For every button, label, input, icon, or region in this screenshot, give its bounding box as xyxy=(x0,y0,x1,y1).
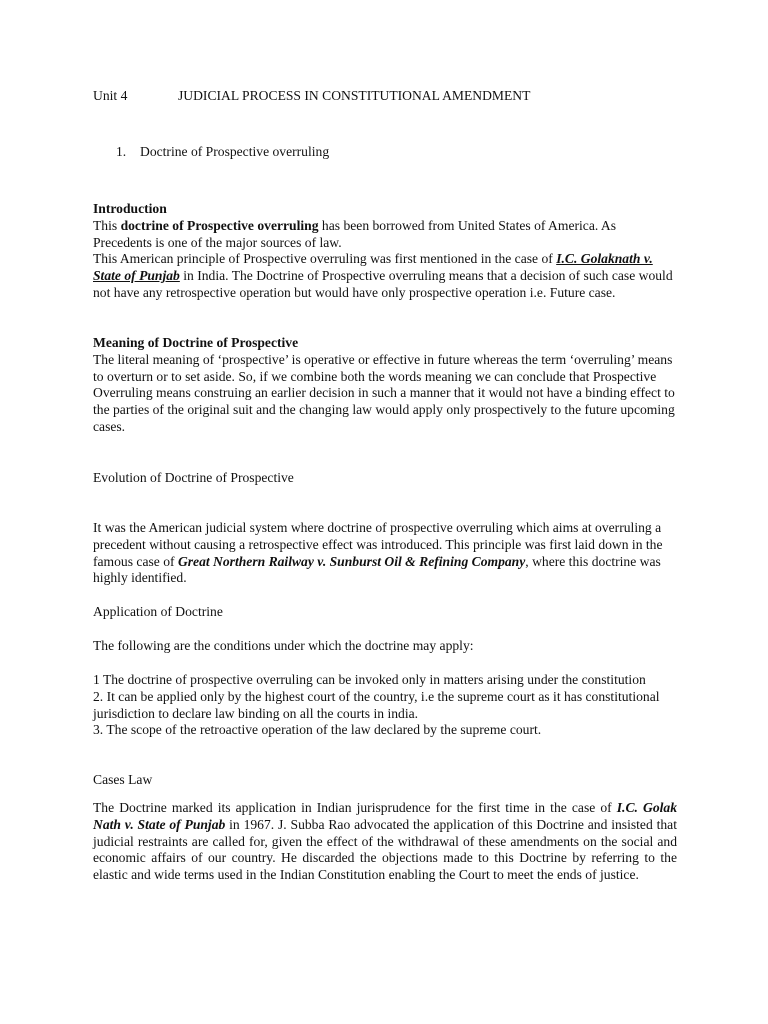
case-name-golak-nath: I.C. Golak Nath v. State of Punjab xyxy=(93,800,677,832)
application-intro: The following are the conditions under which the doctrine may apply: xyxy=(93,638,474,653)
cases-law-paragraph: The Doctrine marked its application in Indian jurisprudence for the first time in the case of I.C. Golak Nath v. State of Punjab in 1967. J. Subba Rao advocated the application of this Doctrine and insisted that judicial restraints are called for, given the effect of the withdrawal of these amendments on the social and economic affairs of our country. He discarded the objections made to this Doctrine by referring to the elastic and wide terms used in the Indian Constitution enabling the Court to meet the ends of justice. xyxy=(93,800,677,883)
application-list xyxy=(93,672,677,739)
case-name-golaknath: I.C. Golaknath v. State of Punjab xyxy=(93,251,653,284)
cases-law-heading: Cases Law xyxy=(93,772,153,787)
list-number: 1. xyxy=(116,144,127,159)
application-item: 1 The doctrine of prospective overruling can be invoked only in matters arising under the constitution xyxy=(93,672,646,687)
introduction-heading: Introduction xyxy=(93,201,167,216)
meaning-heading: Meaning of Doctrine of Prospective xyxy=(93,335,299,350)
case-name-great-northern: Great Northern Railway v. Sunburst Oil & Refining Company xyxy=(177,553,526,569)
meaning-paragraph: The literal meaning of ‘prospective’ is operative or effective in future whereas the term ‘overruling’ means to overturn or to set aside. So, if we combine both the words meaning we can conclude that Prospective Overruling means construing an earlier decision in such a manner that it would not have a binding effect to the parties of the original suit and the changing law would apply only prospectively to the future upcoming cases. xyxy=(93,351,675,434)
introduction-paragraph-2: This American principle of Prospective overruling was first mentioned in the case of I.C. Golaknath v. State of Punjab in India. The Doctrine of Prospective overruling means that a decision of such case would not have any retrospective operation but would have only prospective operation i.e. Future case. xyxy=(93,251,673,300)
list-text: Doctrine of Prospective overruling xyxy=(140,144,330,159)
application-item: 3. The scope of the retroactive operation of the law declared by the supreme court. xyxy=(93,722,542,738)
application-item: 2. It can be applied only by the highest court of the country, i.e the supreme court as it has constitutional jurisdiction to declare law binding on all the courts in india. xyxy=(93,688,660,721)
application-heading: Application of Doctrine xyxy=(93,604,223,619)
meaning-section xyxy=(93,335,677,436)
unit-label: Unit 4 xyxy=(93,88,128,103)
header-row xyxy=(93,88,677,105)
introduction-section xyxy=(93,201,677,302)
evolution-paragraph: It was the American judicial system where doctrine of prospective overruling which aims at overruling a precedent without causing a retrospective effect was introduced. This principle was first laid down in the famous case of Great Northern Railway v. Sunburst Oil & Refining Company, where this doctrine was highly identified. xyxy=(93,520,663,586)
evolution-heading: Evolution of Doctrine of Prospective xyxy=(93,470,294,485)
doctrine-bold: doctrine of Prospective overruling xyxy=(120,217,319,233)
introduction-paragraph-1: This doctrine of Prospective overruling has been borrowed from United States of America. As Precedents is one of the major sources of law. xyxy=(93,217,617,250)
list-item xyxy=(116,144,700,161)
document-title: JUDICIAL PROCESS IN CONSTITUTIONAL AMENDMENT xyxy=(178,88,531,103)
